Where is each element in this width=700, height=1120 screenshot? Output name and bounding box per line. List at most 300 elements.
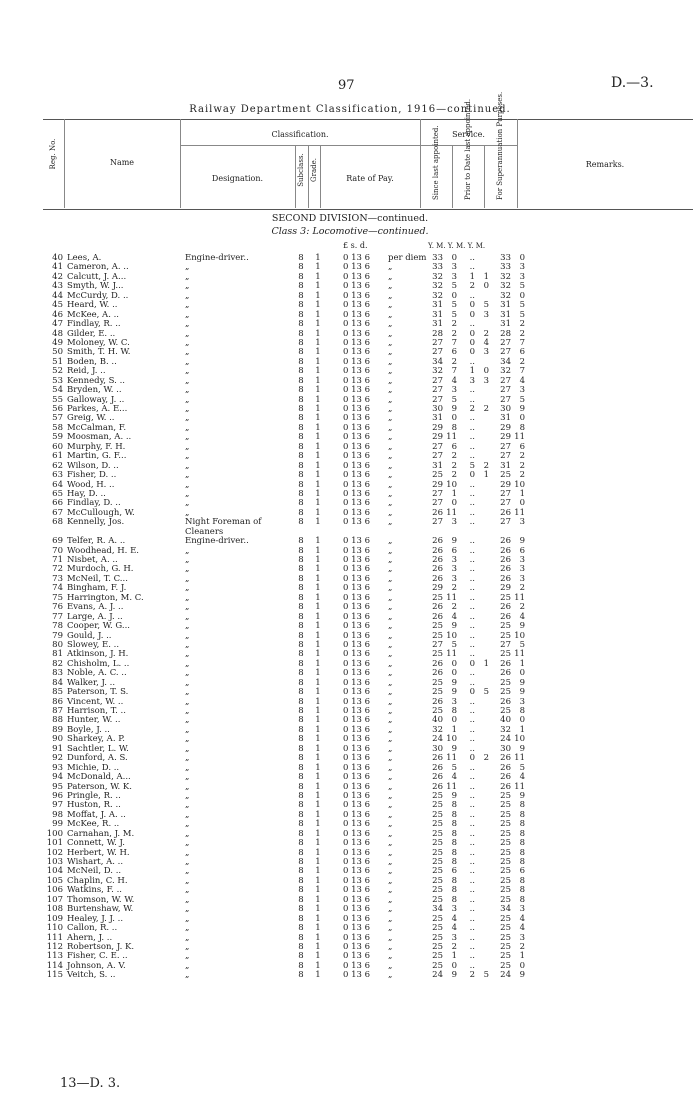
cell-des: „ <box>185 432 190 443</box>
cell-fm: 7 <box>519 337 525 348</box>
cell-gr: 1 <box>315 847 321 858</box>
cell-per: „ <box>388 970 393 981</box>
cell-name: Smith, T. H. W. <box>67 347 131 358</box>
cell-gr: 1 <box>315 724 321 735</box>
cell-des: „ <box>185 781 190 792</box>
cell-fm: 9 <box>519 743 525 754</box>
cell-sub: 8 <box>298 913 304 924</box>
cell-fm: 2 <box>519 319 525 330</box>
cell-fy: 25 <box>500 838 511 849</box>
designation-header: Designation. <box>211 174 264 183</box>
cell-des: „ <box>185 960 190 971</box>
cell-des: „ <box>185 366 190 377</box>
cell-sm: 9 <box>451 687 457 698</box>
cell-sm: 3 <box>451 904 457 915</box>
cell-fy: 40 <box>500 715 511 726</box>
cell-fy: 26 <box>500 536 511 547</box>
cell-py: .. <box>469 800 475 811</box>
cell-sm: 11 <box>446 781 457 792</box>
cell-sy: 26 <box>432 696 443 707</box>
cell-py: .. <box>469 923 475 934</box>
cell-gr: 1 <box>315 404 321 414</box>
cell-fm: 11 <box>514 753 525 764</box>
cell-per: „ <box>388 470 393 481</box>
cell-fm: 1 <box>519 724 525 735</box>
cell-sm: 4 <box>451 375 457 386</box>
cell-sm: 2 <box>451 460 457 471</box>
cell-gr: 1 <box>315 470 321 481</box>
cell-sub: 8 <box>298 762 304 773</box>
cell-fy: 32 <box>500 366 511 377</box>
cell-fy: 26 <box>500 545 511 556</box>
cell-per: „ <box>388 706 393 716</box>
cell-fy: 27 <box>500 498 511 509</box>
cell-py: .. <box>469 517 475 528</box>
cell-name: McCurdy, D. .. <box>67 290 129 301</box>
cell-name: Fisher, D. .. <box>67 470 117 481</box>
cell-des: Engine-driver.. <box>185 536 249 547</box>
cell-fm: 0 <box>519 413 525 424</box>
cell-fm: 8 <box>519 894 525 905</box>
cell-per: „ <box>388 404 393 414</box>
cell-sy: 25 <box>432 885 443 896</box>
cell-no: 104 <box>46 866 63 877</box>
cell-py: .. <box>469 847 475 858</box>
cell-des: „ <box>185 658 190 669</box>
cell-per: „ <box>388 677 393 688</box>
cell-fy: 27 <box>500 337 511 348</box>
cell-fy: 32 <box>500 724 511 735</box>
cell-sm: 2 <box>451 583 457 594</box>
cell-per: „ <box>388 262 393 273</box>
cell-py: .. <box>469 677 475 688</box>
cell-sub: 8 <box>298 290 304 301</box>
cell-fm: 9 <box>519 970 525 981</box>
cell-gr: 1 <box>315 658 321 669</box>
cell-fy: 26 <box>500 611 511 622</box>
cell-sy: 31 <box>432 300 443 311</box>
cell-name: Bryden, W. .. <box>67 385 122 396</box>
cell-pay: 0 13 6 <box>343 470 371 481</box>
cell-gr: 1 <box>315 347 321 358</box>
cell-sub: 8 <box>298 271 304 282</box>
cell-des: „ <box>185 498 190 509</box>
cell-fm: 9 <box>519 621 525 632</box>
cell-name: McCalman, F. <box>67 422 127 433</box>
cell-name: McDonald, A... <box>67 772 131 783</box>
cell-name: Reid, J. .. <box>67 366 106 377</box>
cell-sy: 32 <box>432 724 443 735</box>
cell-per: „ <box>388 781 393 792</box>
cell-gr: 1 <box>315 422 321 433</box>
cell-fm: 6 <box>519 545 525 556</box>
cell-pay: 0 13 6 <box>343 271 371 282</box>
cell-name: Nisbet, A. .. <box>67 555 118 565</box>
cell-no: 59 <box>52 432 63 443</box>
cell-sy: 25 <box>432 592 443 603</box>
cell-des: „ <box>185 451 190 462</box>
cell-per: „ <box>388 857 393 867</box>
cell-fy: 25 <box>500 866 511 877</box>
cell-pay: 0 13 6 <box>343 592 371 603</box>
cell-no: 46 <box>52 309 63 320</box>
cell-fm: 2 <box>519 470 525 481</box>
cell-sub: 8 <box>298 337 304 348</box>
cell-per: „ <box>388 507 393 518</box>
cell-per: „ <box>388 753 393 764</box>
cell-des: „ <box>185 470 190 481</box>
cell-sm: 8 <box>451 894 457 905</box>
cell-per: „ <box>388 441 393 452</box>
cell-no: 113 <box>46 951 63 962</box>
cell-no: 102 <box>46 847 63 858</box>
cell-gr: 1 <box>315 790 321 801</box>
cell-sm: 11 <box>446 507 457 518</box>
cell-name: Hay, D. .. <box>67 488 106 499</box>
cell-sm: 0 <box>451 960 457 971</box>
cell-fy: 25 <box>500 677 511 688</box>
cell-fm: 8 <box>519 706 525 716</box>
cell-name: Galloway, J. .. <box>67 394 125 405</box>
cell-sub: 8 <box>298 743 304 754</box>
cell-py: .. <box>469 743 475 754</box>
cell-no: 96 <box>52 790 63 801</box>
cell-name: Thomson, W. W. <box>67 894 135 905</box>
cell-gr: 1 <box>315 630 321 641</box>
cell-py: .. <box>469 781 475 792</box>
cell-sub: 8 <box>298 687 304 698</box>
cell-gr: 1 <box>315 328 321 339</box>
rate-of-pay-header: Rate of Pay. <box>346 174 394 183</box>
reg-no-header: Reg. No. <box>49 138 57 170</box>
cell-no: 112 <box>46 941 63 952</box>
cell-no: 83 <box>52 668 63 679</box>
cell-fm: 8 <box>519 422 525 433</box>
cell-fm: 11 <box>514 592 525 603</box>
cell-sm: 6 <box>451 347 457 358</box>
cell-fm: 4 <box>519 772 525 783</box>
cell-sub: 8 <box>298 894 304 905</box>
cell-des: „ <box>185 319 190 330</box>
cell-no: 52 <box>52 366 63 377</box>
cell-gr: 1 <box>315 639 321 650</box>
cell-pay: 0 13 6 <box>343 847 371 858</box>
cell-py: .. <box>469 545 475 556</box>
cell-pay: 0 13 6 <box>343 866 371 877</box>
cell-pay: 0 13 6 <box>343 375 371 386</box>
cell-no: 79 <box>52 630 63 641</box>
cell-sm: 0 <box>451 413 457 424</box>
cell-pay: 0 13 6 <box>343 337 371 348</box>
cell-per: „ <box>388 611 393 622</box>
cell-pay: 0 13 6 <box>343 857 371 867</box>
page-footer: 13—D. 3. <box>60 1076 121 1091</box>
cell-pm: 3 <box>483 375 489 386</box>
cell-sub: 8 <box>298 404 304 414</box>
register-table <box>43 254 683 981</box>
cell-sm: 4 <box>451 923 457 934</box>
cell-fm: 8 <box>519 819 525 830</box>
cell-fm: 10 <box>514 479 525 490</box>
cell-name: Kennedy, S. .. <box>67 375 125 386</box>
cell-sub: 8 <box>298 309 304 320</box>
cell-no: 97 <box>52 800 63 811</box>
cell-no: 71 <box>52 555 63 565</box>
cell-gr: 1 <box>315 885 321 896</box>
cell-no: 90 <box>52 734 63 745</box>
cell-per: „ <box>388 394 393 405</box>
cell-sub: 8 <box>298 328 304 339</box>
cell-fy: 25 <box>500 847 511 858</box>
cell-fm: 9 <box>519 687 525 698</box>
cell-name: Veitch, S. .. <box>67 970 116 981</box>
cell-per: „ <box>388 923 393 934</box>
cell-pay: 0 13 6 <box>343 451 371 462</box>
cell-py: .. <box>469 488 475 499</box>
cell-py: .. <box>469 715 475 726</box>
cell-gr: 1 <box>315 809 321 820</box>
cell-des: „ <box>185 800 190 811</box>
cell-des: „ <box>185 724 190 735</box>
cell-no: 63 <box>52 470 63 481</box>
cell-per: „ <box>388 904 393 915</box>
cell-des: „ <box>185 772 190 783</box>
cell-fy: 26 <box>500 753 511 764</box>
cell-py: .. <box>469 857 475 867</box>
cell-sy: 25 <box>432 932 443 943</box>
cell-sy: 25 <box>432 621 443 632</box>
page-number: 97 <box>338 78 355 93</box>
cell-fy: 30 <box>500 404 511 414</box>
cell-per: „ <box>388 913 393 924</box>
cell-sm: 3 <box>451 555 457 565</box>
cell-pay: 0 13 6 <box>343 413 371 424</box>
cell-sy: 26 <box>432 602 443 613</box>
cell-sy: 25 <box>432 687 443 698</box>
cell-fy: 27 <box>500 441 511 452</box>
cell-pm: 0 <box>483 366 489 377</box>
cell-sy: 32 <box>432 366 443 377</box>
cell-pay: 0 13 6 <box>343 281 371 292</box>
cell-fy: 25 <box>500 913 511 924</box>
cell-no: 45 <box>52 300 63 311</box>
cell-name: Slowey, E. .. <box>67 639 120 650</box>
cell-sy: 27 <box>432 375 443 386</box>
cell-sub: 8 <box>298 281 304 292</box>
cell-sy: 25 <box>432 875 443 886</box>
cell-fm: 0 <box>519 668 525 679</box>
cell-sub: 8 <box>298 441 304 452</box>
cell-sub: 8 <box>298 413 304 424</box>
cell-des: „ <box>185 951 190 962</box>
cell-fy: 29 <box>500 422 511 433</box>
cell-gr: 1 <box>315 290 321 301</box>
cell-fm: 2 <box>519 356 525 367</box>
cell-gr: 1 <box>315 564 321 575</box>
cell-fm: 10 <box>514 734 525 745</box>
cell-sm: 5 <box>451 762 457 773</box>
cell-pay: 0 13 6 <box>343 838 371 849</box>
cell-gr: 1 <box>315 762 321 773</box>
pay-units: £ s. d. <box>343 241 368 250</box>
cell-fm: 11 <box>514 781 525 792</box>
cell-sm: 9 <box>451 404 457 414</box>
cell-des: „ <box>185 488 190 499</box>
cell-sm: 0 <box>451 658 457 669</box>
cell-pay: 0 13 6 <box>343 602 371 613</box>
cell-fy: 27 <box>500 517 511 528</box>
cell-pay: 0 13 6 <box>343 790 371 801</box>
cell-sy: 26 <box>432 668 443 679</box>
cell-fy: 25 <box>500 819 511 830</box>
cell-sy: 27 <box>432 451 443 462</box>
cell-fm: 11 <box>514 432 525 443</box>
cell-fm: 8 <box>519 800 525 811</box>
cell-sy: 25 <box>432 923 443 934</box>
cell-sy: 25 <box>432 677 443 688</box>
cell-per: „ <box>388 772 393 783</box>
cell-no: 65 <box>52 488 63 499</box>
cell-des: „ <box>185 857 190 867</box>
remarks-header: Remarks. <box>585 160 625 169</box>
divider <box>308 145 309 208</box>
cell-name: Findlay, D. .. <box>67 498 121 509</box>
cell-gr: 1 <box>315 875 321 886</box>
cell-pay: 0 13 6 <box>343 639 371 650</box>
cell-gr: 1 <box>315 951 321 962</box>
cell-sm: 9 <box>451 743 457 754</box>
cell-pay: 0 13 6 <box>343 706 371 716</box>
cell-pay: 0 13 6 <box>343 941 371 952</box>
cell-sy: 33 <box>432 262 443 273</box>
cell-gr: 1 <box>315 271 321 282</box>
cell-gr: 1 <box>315 375 321 386</box>
cell-des: „ <box>185 819 190 830</box>
cell-sm: 5 <box>451 309 457 320</box>
prior-to-header: Prior to Date last appointed. <box>464 98 472 200</box>
cell-sm: 2 <box>451 470 457 481</box>
cell-per: „ <box>388 451 393 462</box>
cell-pay: 0 13 6 <box>343 356 371 367</box>
cell-per: „ <box>388 885 393 896</box>
cell-sub: 8 <box>298 300 304 311</box>
cell-sub: 8 <box>298 847 304 858</box>
cell-sm: 2 <box>451 356 457 367</box>
cell-per: „ <box>388 328 393 339</box>
cell-pay: 0 13 6 <box>343 385 371 396</box>
cell-sy: 31 <box>432 413 443 424</box>
cell-sm: 8 <box>451 800 457 811</box>
cell-sub: 8 <box>298 857 304 867</box>
cell-name: Large, A. J. .. <box>67 611 123 622</box>
cell-fy: 30 <box>500 743 511 754</box>
cell-des: Cleaners <box>185 526 224 537</box>
cell-pm: 5 <box>483 687 489 698</box>
cell-per: „ <box>388 828 393 839</box>
cell-gr: 1 <box>315 932 321 943</box>
cell-per: „ <box>388 337 393 348</box>
cell-pay: 0 13 6 <box>343 677 371 688</box>
cell-name: Burtenshaw, W. <box>67 904 134 915</box>
cell-py: .. <box>469 734 475 745</box>
cell-fy: 26 <box>500 772 511 783</box>
cell-gr: 1 <box>315 432 321 443</box>
cell-gr: 1 <box>315 970 321 981</box>
cell-sm: 3 <box>451 271 457 282</box>
cell-py: 0 <box>469 658 475 669</box>
cell-name: Smyth, W. J... <box>67 281 124 292</box>
cell-per: per diem <box>388 253 427 263</box>
cell-no: 87 <box>52 706 63 716</box>
cell-des: „ <box>185 441 190 452</box>
cell-sy: 25 <box>432 800 443 811</box>
cell-sub: 8 <box>298 800 304 811</box>
cell-per: „ <box>388 932 393 943</box>
cell-sm: 9 <box>451 536 457 547</box>
cell-py: .. <box>469 724 475 735</box>
cell-sy: 40 <box>432 715 443 726</box>
cell-name: Paterson, T. S. <box>67 687 129 698</box>
cell-py: .. <box>469 432 475 443</box>
cell-pay: 0 13 6 <box>343 319 371 330</box>
cell-no: 58 <box>52 422 63 433</box>
cell-py: 0 <box>469 300 475 311</box>
cell-fy: 34 <box>500 356 511 367</box>
cell-per: „ <box>388 941 393 952</box>
cell-fm: 8 <box>519 847 525 858</box>
cell-sm: 2 <box>451 328 457 339</box>
cell-des: „ <box>185 828 190 839</box>
cell-sy: 26 <box>432 564 443 575</box>
cell-pay: 0 13 6 <box>343 479 371 490</box>
cell-gr: 1 <box>315 385 321 396</box>
cell-per: „ <box>388 271 393 282</box>
cell-fy: 24 <box>500 734 511 745</box>
cell-py: .. <box>469 451 475 462</box>
cell-des: „ <box>185 838 190 849</box>
cell-fm: 2 <box>519 451 525 462</box>
cell-sm: 8 <box>451 857 457 867</box>
cell-gr: 1 <box>315 838 321 849</box>
cell-no: 40 <box>52 253 63 263</box>
cell-sm: 3 <box>451 385 457 396</box>
cell-sub: 8 <box>298 262 304 273</box>
page-title: Railway Department Classification, 1916—continued. <box>189 104 511 115</box>
cell-des: „ <box>185 290 190 301</box>
cell-sub: 8 <box>298 790 304 801</box>
cell-name: Fisher, C. E. .. <box>67 951 128 962</box>
cell-sub: 8 <box>298 573 304 584</box>
cell-no: 95 <box>52 781 63 792</box>
cell-name: Watkins, F. .. <box>67 885 122 896</box>
cell-des: „ <box>185 696 190 707</box>
cell-pm: 2 <box>483 460 489 471</box>
cell-per: „ <box>388 734 393 745</box>
cell-py: 3 <box>469 375 475 386</box>
cell-no: 82 <box>52 658 63 669</box>
cell-des: „ <box>185 385 190 396</box>
cell-name: McNeil, D. .. <box>67 866 122 877</box>
cell-no: 48 <box>52 328 63 339</box>
cell-per: „ <box>388 498 393 509</box>
cell-fy: 26 <box>500 602 511 613</box>
cell-pay: 0 13 6 <box>343 366 371 377</box>
cell-per: „ <box>388 375 393 386</box>
cell-per: „ <box>388 630 393 641</box>
table-row <box>43 971 683 980</box>
cell-no: 44 <box>52 290 63 301</box>
cell-sub: 8 <box>298 488 304 499</box>
